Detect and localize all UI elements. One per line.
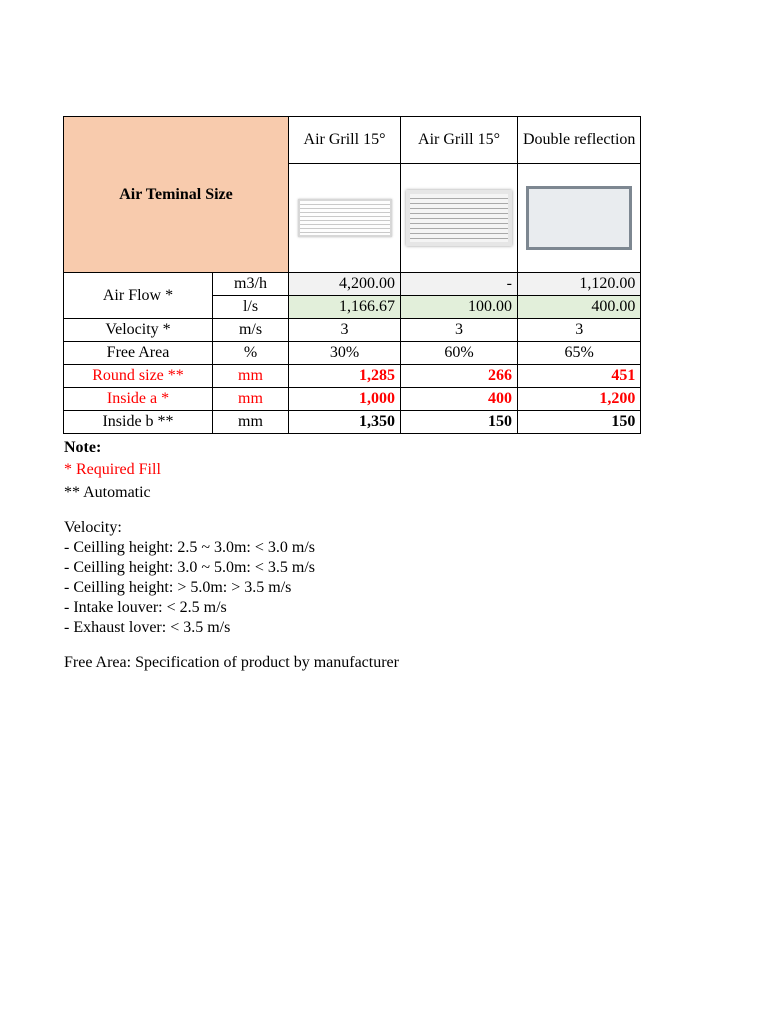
round-size-cell[interactable]: 266 xyxy=(401,365,518,388)
velocity-unit: m/s xyxy=(213,319,289,342)
velocity-cell[interactable]: 3 xyxy=(518,319,641,342)
air-grill-adjustable-icon xyxy=(406,190,512,246)
air-flow-unit-m3h: m3/h xyxy=(213,273,289,296)
air-flow-ls-cell[interactable]: 100.00 xyxy=(401,296,518,319)
inside-b-unit: mm xyxy=(213,411,289,434)
air-terminal-table xyxy=(63,116,641,434)
table-title: Air Teminal Size xyxy=(64,117,289,273)
free-area-label: Free Area xyxy=(64,342,213,365)
velocity-title: Velocity: xyxy=(64,519,122,536)
round-size-label: Round size ** xyxy=(64,365,213,388)
inside-b-cell[interactable]: 150 xyxy=(518,411,641,434)
round-size-unit: mm xyxy=(213,365,289,388)
product-image-3 xyxy=(518,164,641,273)
free-area-cell[interactable]: 30% xyxy=(289,342,401,365)
round-size-cell[interactable]: 451 xyxy=(518,365,641,388)
velocity-cell[interactable]: 3 xyxy=(401,319,518,342)
notes-section xyxy=(64,438,399,673)
column-header-1: Air Grill 15° xyxy=(289,117,401,164)
velocity-item: - Ceilling height: 2.5 ~ 3.0m: < 3.0 m/s xyxy=(64,539,316,556)
velocity-label: Velocity * xyxy=(64,319,213,342)
column-header-3: Double reflection xyxy=(518,117,641,164)
inside-a-unit: mm xyxy=(213,388,289,411)
inside-a-cell[interactable]: 400 xyxy=(401,388,518,411)
inside-b-cell[interactable]: 1,350 xyxy=(289,411,401,434)
required-fill-note: * Required Fill xyxy=(64,461,161,478)
free-area-cell[interactable]: 60% xyxy=(401,342,518,365)
velocity-item: - Ceilling height: 3.0 ~ 5.0m: < 3.5 m/s xyxy=(64,559,316,576)
inside-a-cell[interactable]: 1,200 xyxy=(518,388,641,411)
air-flow-label: Air Flow * xyxy=(64,273,213,319)
round-size-cell[interactable]: 1,285 xyxy=(289,365,401,388)
air-grill-linear-icon xyxy=(298,199,392,237)
air-terminal-sheet xyxy=(63,116,641,434)
column-header-2: Air Grill 15° xyxy=(401,117,518,164)
double-reflection-grille-icon xyxy=(526,186,632,250)
velocity-item: - Intake louver: < 2.5 m/s xyxy=(64,599,227,616)
inside-b-label: Inside b ** xyxy=(64,411,213,434)
free-area-note: Free Area: Specification of product by manufacturer xyxy=(64,654,399,671)
velocity-item: - Exhaust lover: < 3.5 m/s xyxy=(64,619,231,636)
air-flow-ls-cell[interactable]: 1,166.67 xyxy=(289,296,401,319)
air-flow-ls-cell[interactable]: 400.00 xyxy=(518,296,641,319)
air-flow-m3h-cell[interactable]: 1,120.00 xyxy=(518,273,641,296)
inside-a-label: Inside a * xyxy=(64,388,213,411)
free-area-cell[interactable]: 65% xyxy=(518,342,641,365)
inside-b-cell[interactable]: 150 xyxy=(401,411,518,434)
product-image-1 xyxy=(289,164,401,273)
free-area-unit: % xyxy=(213,342,289,365)
automatic-note: ** Automatic xyxy=(64,484,151,501)
inside-a-cell[interactable]: 1,000 xyxy=(289,388,401,411)
velocity-item: - Ceilling height: > 5.0m: > 3.5 m/s xyxy=(64,579,292,596)
air-flow-m3h-cell[interactable]: - xyxy=(401,273,518,296)
air-flow-m3h-cell[interactable]: 4,200.00 xyxy=(289,273,401,296)
velocity-cell[interactable]: 3 xyxy=(289,319,401,342)
air-flow-unit-ls: l/s xyxy=(213,296,289,319)
note-title: Note: xyxy=(64,439,102,456)
product-image-2 xyxy=(401,164,518,273)
